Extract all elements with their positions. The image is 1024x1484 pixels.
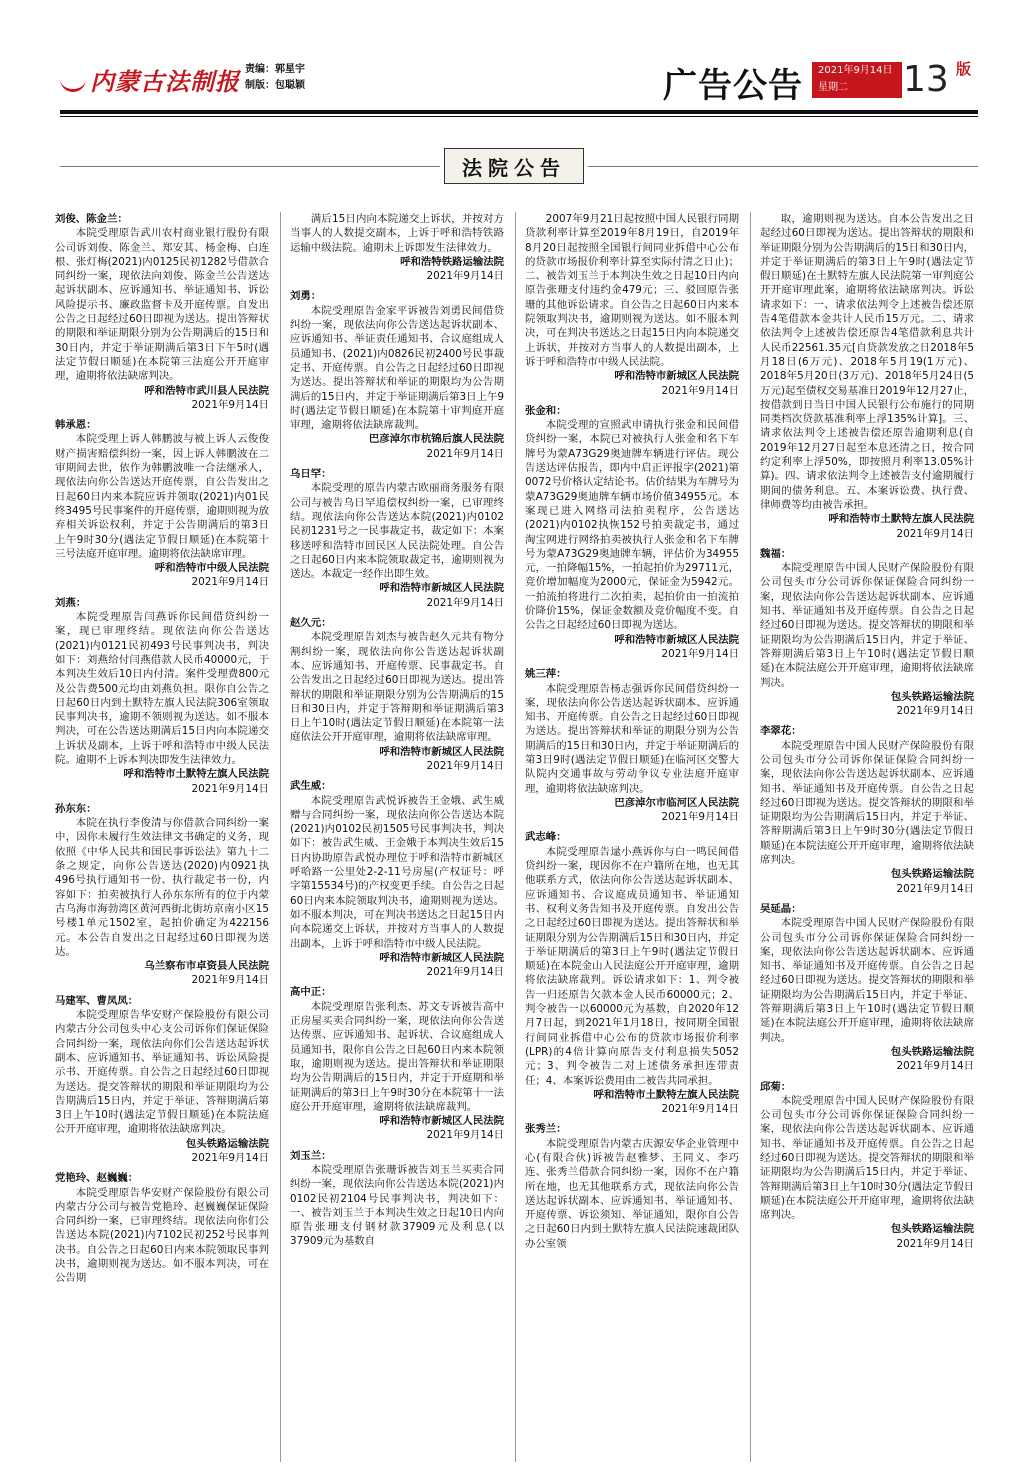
editor-line: 责编：郭星宇 [245, 64, 305, 75]
notice-court: 呼和浩特市新城区人民法院 [379, 1115, 504, 1128]
notice-court: 包头铁路运输法院 [890, 690, 974, 703]
notice-date: 2021年9月14日 [896, 1060, 974, 1073]
notice-court: 包头铁路运输法院 [890, 868, 974, 881]
notice-court: 乌兰察布市卓资县人民法院 [144, 960, 269, 973]
court-notice [55, 994, 269, 1166]
issue-weekday: 星期二 [818, 82, 848, 93]
court-notice [55, 418, 269, 590]
notice-court: 呼和浩特铁路运输法院 [400, 255, 504, 268]
producer-line: 制版：包聪颖 [245, 80, 305, 91]
notice-body: 本院在执行李俊清与你借款合同纠纷一案中，因你未履行生效法律文书确定的义务，现依照《中华人民共和国民事诉讼法》第九十二条之规定，向你公告送达(2020)内0921执496号执行通知书一份、执行裁定书一份，内容如下：拍卖被执行人孙东东所有的位于内蒙古乌海市海勃湾区黄河西街北街坊京南小区15号楼1单元1502室，起拍价确定为422156元。本公告自发出之日起经过60日即视为送达。 [55, 817, 269, 958]
notice-body: 本院受理原告逯小燕诉你与白一鸣民间借贷纠纷一案，现因你不在户籍所在地，也无其他联系方式，依法向你公告送达起诉状副本、应诉通知书、合议庭成员通知书、举证通知书、权利义务告知书及开庭传票。自发出公告之日起经过60日即视为送达。提出答辩状和举证期限分别为公告期满后15日和30日内，并定于举证期满后的第3日上午9时(遇法定节假日顺延)在本院金山人民法庭公开开庭审理，逾期将依法缺席裁判。诉讼请求如下：1、判令被告一归还原告欠款本金人民币60000元；2、判令被告一以60000元为基数，自2020年12月7日起，到2021年1月18日，按同期全国银行间同业拆借中心公布的贷款市场报价利率(LPR)的4倍计算向原告支付利息损失5052元；3、判令被告二对上述债务承担连带责任；4、本案诉讼费用由二被告共同承担。 [525, 845, 739, 1087]
notice-date: 2021年9月14日 [426, 447, 504, 460]
newspaper-logo [60, 62, 240, 97]
notice-body: 本院受理原告华安财产保险股份有限公司内蒙古分公司包头中心支公司诉你们保证保险合同纠纷一案，现依法向你们公告送达起诉状副本、应诉通知书、举证通知书、诉讼风险提示书、开庭传票。自公告之日起经过60日即视为送达。提交答辩状的期限和举证期限均为公告期满后15日内，并定于举证、答辩期满后第3日上午10时(遇法定节假日顺延)在本院法庭公开开庭审理，逾期将依法缺席判决。 [55, 1009, 269, 1136]
notice-court: 包头铁路运输法院 [185, 1137, 269, 1150]
notice-court: 呼和浩特市武川县人民法院 [144, 384, 269, 397]
notice-date: 2021年9月14日 [426, 596, 504, 609]
court-notice [760, 212, 974, 541]
court-notice [525, 1122, 739, 1251]
notice-court: 包头铁路运输法院 [890, 1045, 974, 1058]
notice-body: 本院受理的原告内蒙古欧丽商务服务有限公司与被告乌日罕追偿权纠纷一案，已审理终结。现依法向你公告送达本院(2021)内0102民初1231号之一民事裁定书，裁定如下：本案移送呼和浩特市回民区人民法院处理。自公告之日起60日内来本院领取裁定书，逾期则视为送达。本裁定一经作出即生效。 [290, 482, 504, 581]
notice-addressee: 武志峰： [525, 831, 567, 844]
court-notice [55, 212, 269, 412]
notice-body: 本院受理原告张利杰、苏文专诉被告高中正房屋买卖合同纠纷一案，现依法向你公告送达传票、应诉通知书、起诉状、合议庭组成人员通知书，限你自公告之日起60日内来本院领取，逾期则视为送达。提出答辩状和举证期限均为公告期满后的15日内，并定于开庭期和举证期满后的第3日上午9时30分在本院第十一法庭公开开庭审理，逾期将依法缺席裁判。 [290, 1000, 504, 1113]
notice-body: 本院受理原告中国人民财产保险股份有限公司包头市分公司诉你保证保险合同纠纷一案，现依法向你公告送达起诉状副本、应诉通知书、举证通知书及开庭传票。自公告之日起经过60日即视为送达。提交答辩状的期限和举证期限均为公告期满后15日内，并定于举证、答辩期满后第3日上午10时30分(遇法定节假日顺延)在本院法庭公开开庭审理，逾期将依法缺席判决。 [760, 1094, 974, 1222]
notice-court: 巴彦淖尔市临河区人民法院 [614, 796, 739, 809]
page-header [60, 56, 980, 108]
notice-addressee: 刘俊、陈金兰： [55, 213, 128, 225]
notice-body: 2007年9月21日起按照中国人民银行同期贷款利率计算至2019年8月19日，自2019年8月20日起按照全国银行间同业拆借中心公布的贷款市场报价利率计算至实际付清之日止)；二、被告刘玉兰于本判决生效之日起10日内向原告张珊支付违约金479元；三、驳回原告张珊的其他诉讼请求。自公告之日起60日内来本院领取判决书，逾期则视为送达。如不服本判决，可在判决书送达之日起15日内向本院递交上诉状，并按对方当事人的人数提出副本，上诉于呼和浩特市中级人民法院。 [525, 213, 739, 368]
notice-addressee: 马建军、曹凤凤： [55, 994, 139, 1007]
logo-text: 内蒙古法制报 [90, 67, 240, 96]
notice-date: 2021年9月14日 [661, 647, 739, 660]
court-notice [760, 724, 974, 896]
column-3 [525, 212, 739, 1257]
notice-addressee: 刘勇： [290, 290, 322, 303]
court-notice [760, 1080, 974, 1252]
issue-date: 2021年9月14日 [818, 65, 893, 76]
notice-date: 2021年9月14日 [191, 974, 269, 987]
notice-addressee: 张秀兰： [525, 1123, 567, 1136]
header-rule [60, 110, 978, 114]
notice-addressee: 刘燕： [55, 596, 87, 609]
issue-date-box [812, 62, 902, 98]
court-notice [55, 596, 269, 796]
court-notice [290, 289, 504, 461]
column-divider [750, 212, 751, 1462]
notice-body: 本院受理上诉人韩鹏波与被上诉人云俊俊财产损害赔偿纠纷一案，因上诉人韩鹏波在二审期间去世，依作为韩鹏波唯一合法继承人，现依法向你公告送达开庭传票，自公告发出之日起60日内来本院应诉并领取(2021)内01民终3495号民事案件的开庭传票，逾期则视为放弃相关诉讼权利，并定于公告期满后的第3日上午9时30分(遇法定节假日顺延)在本院第十三号法庭开庭审理。逾期将依法缺席审理。 [55, 433, 269, 560]
notice-court: 呼和浩特市新城区人民法院 [614, 633, 739, 646]
notice-date: 2021年9月14日 [661, 1103, 739, 1116]
notice-body: 本院受理原告闫燕诉你民间借贷纠纷一案，现已审理终结。现依法向你公告送达(2021)内0121民初493号民事判决书，判决如下：刘燕给付闫燕借款人民币40000元，于本判决生效后10日内付清。案件受理费800元及公告费500元均由刘燕负担。限你自公告之日起60日内到土默特左旗人民法院306室领取民事判决书，逾期不领则视为送达。如不服本判决，可在公告送达期满后15日内向本院递交上诉状及副本，上诉于呼和浩特市中级人民法院。逾期不上诉本判决即发生法律效力。 [55, 611, 269, 766]
court-notice [290, 212, 504, 283]
notice-addressee: 武生威： [290, 780, 332, 793]
notice-date: 2021年9月14日 [426, 966, 504, 979]
banner-title: 法院公告 [462, 155, 566, 180]
notice-court: 呼和浩特市土默特左旗人民法院 [593, 1088, 739, 1101]
notice-date: 2021年9月14日 [896, 1237, 974, 1250]
notice-body: 取，逾期则视为送达。自本公告发出之日起经过60日即视为送达。提出答辩状的期限和举证期限分别为公告期满后的15日和30日内，并定于举证期满后的第3日上午9时(遇法定节假日顺延)在土默特左旗人民法院第一审判庭公开开庭审理此案，逾期将依法缺席判决。诉讼请求如下：一、请求依法判令上述被告偿还原告4笔借款本金共计人民币15万元。二、请求依法判令上述被告偿还原告4笔借款利息共计人民币22561.35元[自贷款发放之日2018年5月18日(6万元)、2018年5月19(1万元)、2018年5月20日(3万元)、2018年5月24日(5万元)起至债权交易基准日2019年12月27止，按借款到日当日中国人民银行公布施行的同期同类档次贷款基准利率上浮135%计算]。三、请求依法判令上述被告偿还原告逾期利息(自2019年12月27日起至本息还清之日，按合同约定利率上浮50%，即按照月利率13.05%计算)。四、请求依法判令上述被告支付逾期履行期间的债务利息。五、本案诉讼费、执行费、律师费等均由被告承担。 [760, 213, 974, 511]
notice-body: 本院受理原告金家平诉被告刘勇民间借贷纠纷一案，现依法向你公告送达起诉状副本、应诉通知书、举证责任通知书、合议庭组成人员通知书、(2021)内0826民初2400号民事裁定书、开庭传票。自公告之日起经过60日即视为送达。提出答辩状和举证的期限均为公告期满后的15日内，并定于举证期满后第3日上午9时(遇法定节假日顺延)在本院第十审判庭开庭审理，逾期将依法缺席裁判。 [290, 304, 504, 432]
notice-addressee: 韩承恩： [55, 419, 97, 432]
column-4 [760, 212, 974, 1257]
editor-credits [245, 62, 305, 94]
court-notice [290, 1149, 504, 1249]
notice-date: 2021年9月14日 [661, 384, 739, 397]
notice-addressee: 魏福： [760, 547, 792, 560]
notice-addressee: 孙东东： [55, 802, 97, 815]
notice-date: 2021年9月14日 [426, 1129, 504, 1142]
column-divider [280, 212, 281, 1462]
court-notice [55, 1171, 269, 1285]
notice-addressee: 高中正： [290, 986, 332, 999]
column-2 [290, 212, 504, 1255]
notice-date: 2021年9月14日 [191, 1152, 269, 1164]
notice-body: 本院受理原告中国人民财产保险股份有限公司包头市分公司诉你保证保险合同纠纷一案，现依法向你公告送达起诉状副本、应诉通知书、举证通知书及开庭传票。自公告之日起经过60日即视为送达。提交答辩状的期限和举证期限均为公告期满后15日内，并定于举证、答辩期满后第3日上午10时(遇法定节假日顺延)在本院法庭公开开庭审理，逾期将依法缺席判决。 [760, 917, 974, 1044]
notice-date: 2021年9月14日 [426, 759, 504, 772]
notice-body: 本院受理原告杨志强诉你民间借贷纠纷一案，现依法向你公告送达起诉状副本、应诉通知书、开庭传票。自公告之日起经过60日即视为送达。提出答辩状和举证的期限分别为公告期满后的15日和30日内，并定于举证期满后的第3日9时(遇法定节假日顺延)在临河区交警大队院内交通事故与劳动争议专业法庭开庭审理，逾期将依法缺席判决。 [525, 682, 739, 795]
notice-addressee: 党艳玲、赵巍巍： [55, 1172, 139, 1185]
page-label: 版 [956, 60, 972, 78]
notice-date: 2021年9月14日 [661, 811, 739, 824]
page-number: 13 [903, 59, 949, 100]
notice-body: 本院受理原告武川农村商业银行股份有限公司诉刘俊、陈金兰、郑安其、杨金梅、白连根、张灯梅(2021)内0125民初1282号借款合同纠纷一案，现依法向刘俊、陈金兰公告送达起诉状副本、应诉通知书、举证通知书、诉讼风险提示书、廉政监督卡及开庭传票。自发出公告之日起经过60日即视为送达。提出答辩状的期限和举证期限分别为公告期满后的15日和30日内，并定于举证期满后第3日下午5时(遇法定节假日顺延)在本院第三法庭公开开庭审理，逾期将依法缺席判决。 [55, 227, 269, 383]
court-notice [290, 467, 504, 610]
notice-body: 本院受理原告内蒙古庆源安华企业管理中心(有限合伙)诉被告赵雅梦、王同义、李巧连、张秀兰借款合同纠纷一案，因你不在户籍所在地，也无其他联系方式，现依法向你公告送达起诉状副本、应诉通知书、举证通知书、开庭传票、诉讼须知、举证通知，限你自公告之日起60日内到土默特左旗人民法院速裁团队办公室领 [525, 1137, 739, 1250]
column-1 [55, 212, 269, 1292]
notice-addressee: 李翠花： [760, 725, 802, 738]
notice-addressee: 赵久元： [290, 617, 332, 630]
notice-addressee: 吴延晶： [760, 902, 802, 915]
notice-court: 呼和浩特市土默特左旗人民法院 [123, 768, 269, 781]
notice-addressee: 邱菊： [760, 1080, 792, 1093]
court-notice [290, 779, 504, 979]
notice-court: 呼和浩特市土默特左旗人民法院 [828, 513, 974, 526]
notice-court: 呼和浩特市中级人民法院 [154, 562, 269, 575]
notice-addressee: 张金和： [525, 404, 567, 417]
notice-court: 呼和浩特市新城区人民法院 [379, 745, 504, 758]
notice-court: 呼和浩特市新城区人民法院 [379, 951, 504, 964]
notice-addressee: 刘玉兰： [290, 1149, 332, 1162]
notice-date: 2021年9月14日 [426, 270, 504, 283]
notice-date: 2021年9月14日 [896, 882, 974, 895]
banner-line-right [588, 166, 978, 167]
banner-line-left [60, 166, 440, 167]
court-notice [760, 902, 974, 1074]
notice-addressee: 乌日罕： [290, 468, 332, 481]
notice-court: 呼和浩特市新城区人民法院 [614, 370, 739, 383]
notice-addressee: 姚三萍： [525, 668, 567, 681]
notice-court: 巴彦淖尔市杭锦后旗人民法院 [368, 433, 504, 446]
court-notice [525, 212, 739, 398]
notice-court: 包头铁路运输法院 [890, 1223, 974, 1236]
court-notice [525, 830, 739, 1116]
notice-date: 2021年9月14日 [191, 576, 269, 589]
notice-body: 本院受理原告华安财产保险股份有限公司内蒙古分公司与被告党艳玲、赵巍巍保证保险合同纠纷一案，已审理终结。现依法向你们公告送达本院(2021)内7102民初252号民事判决书。自公告之日起60日内来本院领取民事判决书，逾期则视为送达。如不服本判决，可在公告期 [55, 1186, 269, 1285]
notice-date: 2021年9月14日 [191, 782, 269, 795]
notice-date: 2021年9月14日 [896, 527, 974, 540]
notice-date: 2021年9月14日 [191, 398, 269, 411]
section-title: 广告公告 [663, 66, 803, 106]
notice-body: 满后15日内向本院递交上诉状，并按对方当事人的人数提交副本，上诉于呼和浩特铁路运输中级法院。逾期未上诉即发生法律效力。 [290, 213, 504, 254]
notice-body: 本院受理原告刘杰与被告赵久元共有物分割纠纷一案，现依法向你公告送达起诉状副本、应诉通知书、开庭传票、民事裁定书。自公告发出之日起经过60日即视为送达。提出答辩状的期限和举证期限分别为公告期满后的15日和30日内，并定于答辩期和举证期满后第3日上午10时(遇法定节假日顺延)在本院第一法庭依法公开开庭审理，逾期将依法缺席审理。 [290, 631, 504, 744]
court-notice [290, 616, 504, 773]
court-notice [55, 802, 269, 988]
notice-date: 2021年9月14日 [896, 705, 974, 718]
notice-court: 呼和浩特市新城区人民法院 [379, 582, 504, 595]
notice-body: 本院受理原告中国人民财产保险股份有限公司包头市分公司诉你保证保险合同纠纷一案，现依法向你公告送达起诉状副本、应诉通知书、举证通知书及开庭传票。自公告之日起经过60日即视为送达。提交答辩状的期限和举证期限均为公告期满后15日内，并定于举证、答辩期满后第3日上午9时30分(遇法定节假日顺延)在本院法庭公开开庭审理，逾期将依法缺席判决。 [760, 739, 974, 867]
court-notice [760, 547, 974, 719]
notice-body: 本院受理原告武悦诉被告王金娥、武生威赠与合同纠纷一案，现依法向你公告送达本院(2021)内0102民初1505号民事判决书，判决如下：被告武生威、王金娥于本判决生效后15日内协助原告武悦办理位于呼和浩特市新城区呼哈路一公里处2-2-11号房屋(产权证号：呼字第15534号)的产权变更手续。自公告之日起60日内来本院领取判决书，逾期则视为送达。如不服本判决，可在判决书送达之日起15日内向本院递交上诉状，并按对方当事人的人数提出副本，上诉于呼和浩特市中级人民法院。 [290, 794, 504, 950]
column-divider [515, 212, 516, 1462]
logo-mark-icon [60, 71, 86, 92]
notice-body: 本院受理原告中国人民财产保险股份有限公司包头市分公司诉你保证保险合同纠纷一案，现依法向你公告送达起诉状副本、应诉通知书、举证通知书及开庭传票。自公告之日起经过60日即视为送达。提交答辩状的期限和举证期限均为公告期满后15日内，并定于举证、答辩期满后第3日上午10时(遇法定节假日顺延)在本院法庭公开开庭审理，逾期将依法缺席判决。 [760, 562, 974, 689]
header-rule-thin [60, 116, 978, 117]
court-notice [290, 985, 504, 1142]
court-notice [525, 404, 739, 661]
notice-body: 本院受理原告张珊诉被告刘玉兰买卖合同纠纷一案，现依法向你公告送达本院(2021)内0102民初2104号民事判决书，判决如下：一、被告刘玉兰于本判决生效之日起10日内向原告张珊支付钢材款37909元及利息(以37909元为基数自 [290, 1164, 504, 1248]
notice-body: 本院受理的宣照武申请执行张金和民间借贷纠纷一案，本院已对被执行人张金和名下车牌号为蒙A73G29奥迪牌车辆进行评估。现公告送达评估报告，即内中启正评报字(2021)第0072号价格认定结论书。估价结果为车牌号为蒙A73G29奥迪牌车辆市场价值34955元。本案现已进入网络司法拍卖程序，公告送达(2021)内0102执恢152号拍卖裁定书，通过淘宝网进行网络拍卖被执行人张金和名下车牌号为蒙A73G29奥迪牌车辆，评估价为34955元，一拍降幅15%，一拍起拍价为29711元，竞价增加幅度为2000元，保证金为5942元。一拍流拍将进行二次拍卖，起拍价由一拍流拍价降价15%，保证金数额及竞价幅度不变。自公告之日起经过60日即视为送达。 [525, 419, 739, 632]
court-notice-banner [444, 148, 584, 184]
court-notice [525, 667, 739, 824]
